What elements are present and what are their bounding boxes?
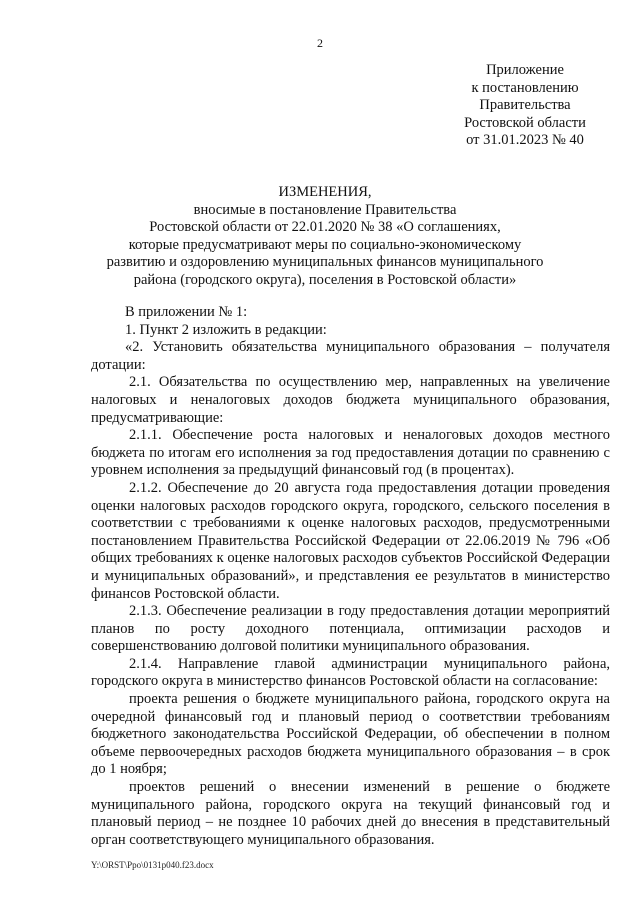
appendix-line: Ростовской области — [464, 114, 586, 131]
paragraph: «2. Установить обязательства муниципального образования – получателя дотации: — [91, 339, 610, 373]
paragraph: 2.1.4. Направление главой администрации муниципального района, городского округа в министерство финансов Ростовской области на согласование: — [91, 655, 610, 690]
paragraph: 2.1.3. Обеспечение реализации в году предоставления дотации мероприятий планов по росту доходного потенциала, оптимизации расходов и совершенствованию долговой политики муниципального образования. — [91, 603, 610, 655]
paragraph: 1. Пункт 2 изложить в редакции: — [125, 321, 327, 338]
paragraph: 2.1.2. Обеспечение до 20 августа года предоставления дотации проведения оценки налоговых расходов городского округа, городского, сельского поселения в соответствии с требованиями к оценке налоговых расходов, предусмотренными постановлением Правительства Российской Федерации от 22.06.2019 № 796 «Об общих требованиях к оценке налоговых расходов субъектов Российской Федерации и муниципальных образований», и представления ее результатов в министерство финансов Ростовской области. — [91, 479, 610, 602]
paragraph: проектов решений о внесении изменений в решение о бюджете муниципального района, городского округа на текущий финансовый год и плановый период – не позднее 10 рабочих дней до внесения в представительный орган соответствующего муниципального образования. — [91, 779, 610, 848]
appendix-line: к постановлению — [471, 79, 579, 96]
appendix-line: Приложение — [486, 62, 564, 78]
title-line: развитию и оздоровлению муниципальных финансов муниципального — [106, 254, 544, 270]
document-body — [91, 304, 610, 849]
appendix-line: от 31.01.2023 № 40 — [466, 132, 584, 148]
paragraph: 2.1.1. Обеспечение роста налоговых и неналоговых доходов местного бюджета по итогам его исполнения за год предоставления дотации по сравнению с уровнем исполнения за предыдущий финансовый год (в процентах). — [91, 427, 610, 479]
page-number: 2 — [317, 36, 323, 50]
title-line: вносимые в постановление Правительства — [193, 201, 457, 218]
appendix-header — [440, 62, 610, 150]
paragraph: 2.1. Обязательства по осуществлению мер, направленных на увеличение налоговых и неналоговых доходов бюджета муниципального образования, предусматривающие: — [91, 374, 610, 426]
title-heading: ИЗМЕНЕНИЯ, — [278, 184, 372, 200]
title-line: Ростовской области от 22.01.2020 № 38 «О соглашениях, — [149, 219, 501, 235]
document-title — [60, 184, 590, 289]
paragraph: проекта решения о бюджете муниципального района, городского округа на очередной финансовый год и плановый период о соответствии требованиям бюджетного законодательства Российской Федерации, об обеспечении в полном объеме первоочередных расходов бюджета муниципального образования – в срок до 1 ноября; — [91, 691, 610, 778]
paragraph: В приложении № 1: — [125, 304, 248, 320]
title-line: района (городского округа), поселения в Ростовской области» — [133, 271, 517, 288]
appendix-line: Правительства — [479, 97, 571, 113]
title-line: которые предусматривают меры по социально-экономическому — [128, 236, 522, 253]
file-path-footer: Y:\ORST\Ppo\0131p040.f23.docx — [91, 860, 214, 870]
